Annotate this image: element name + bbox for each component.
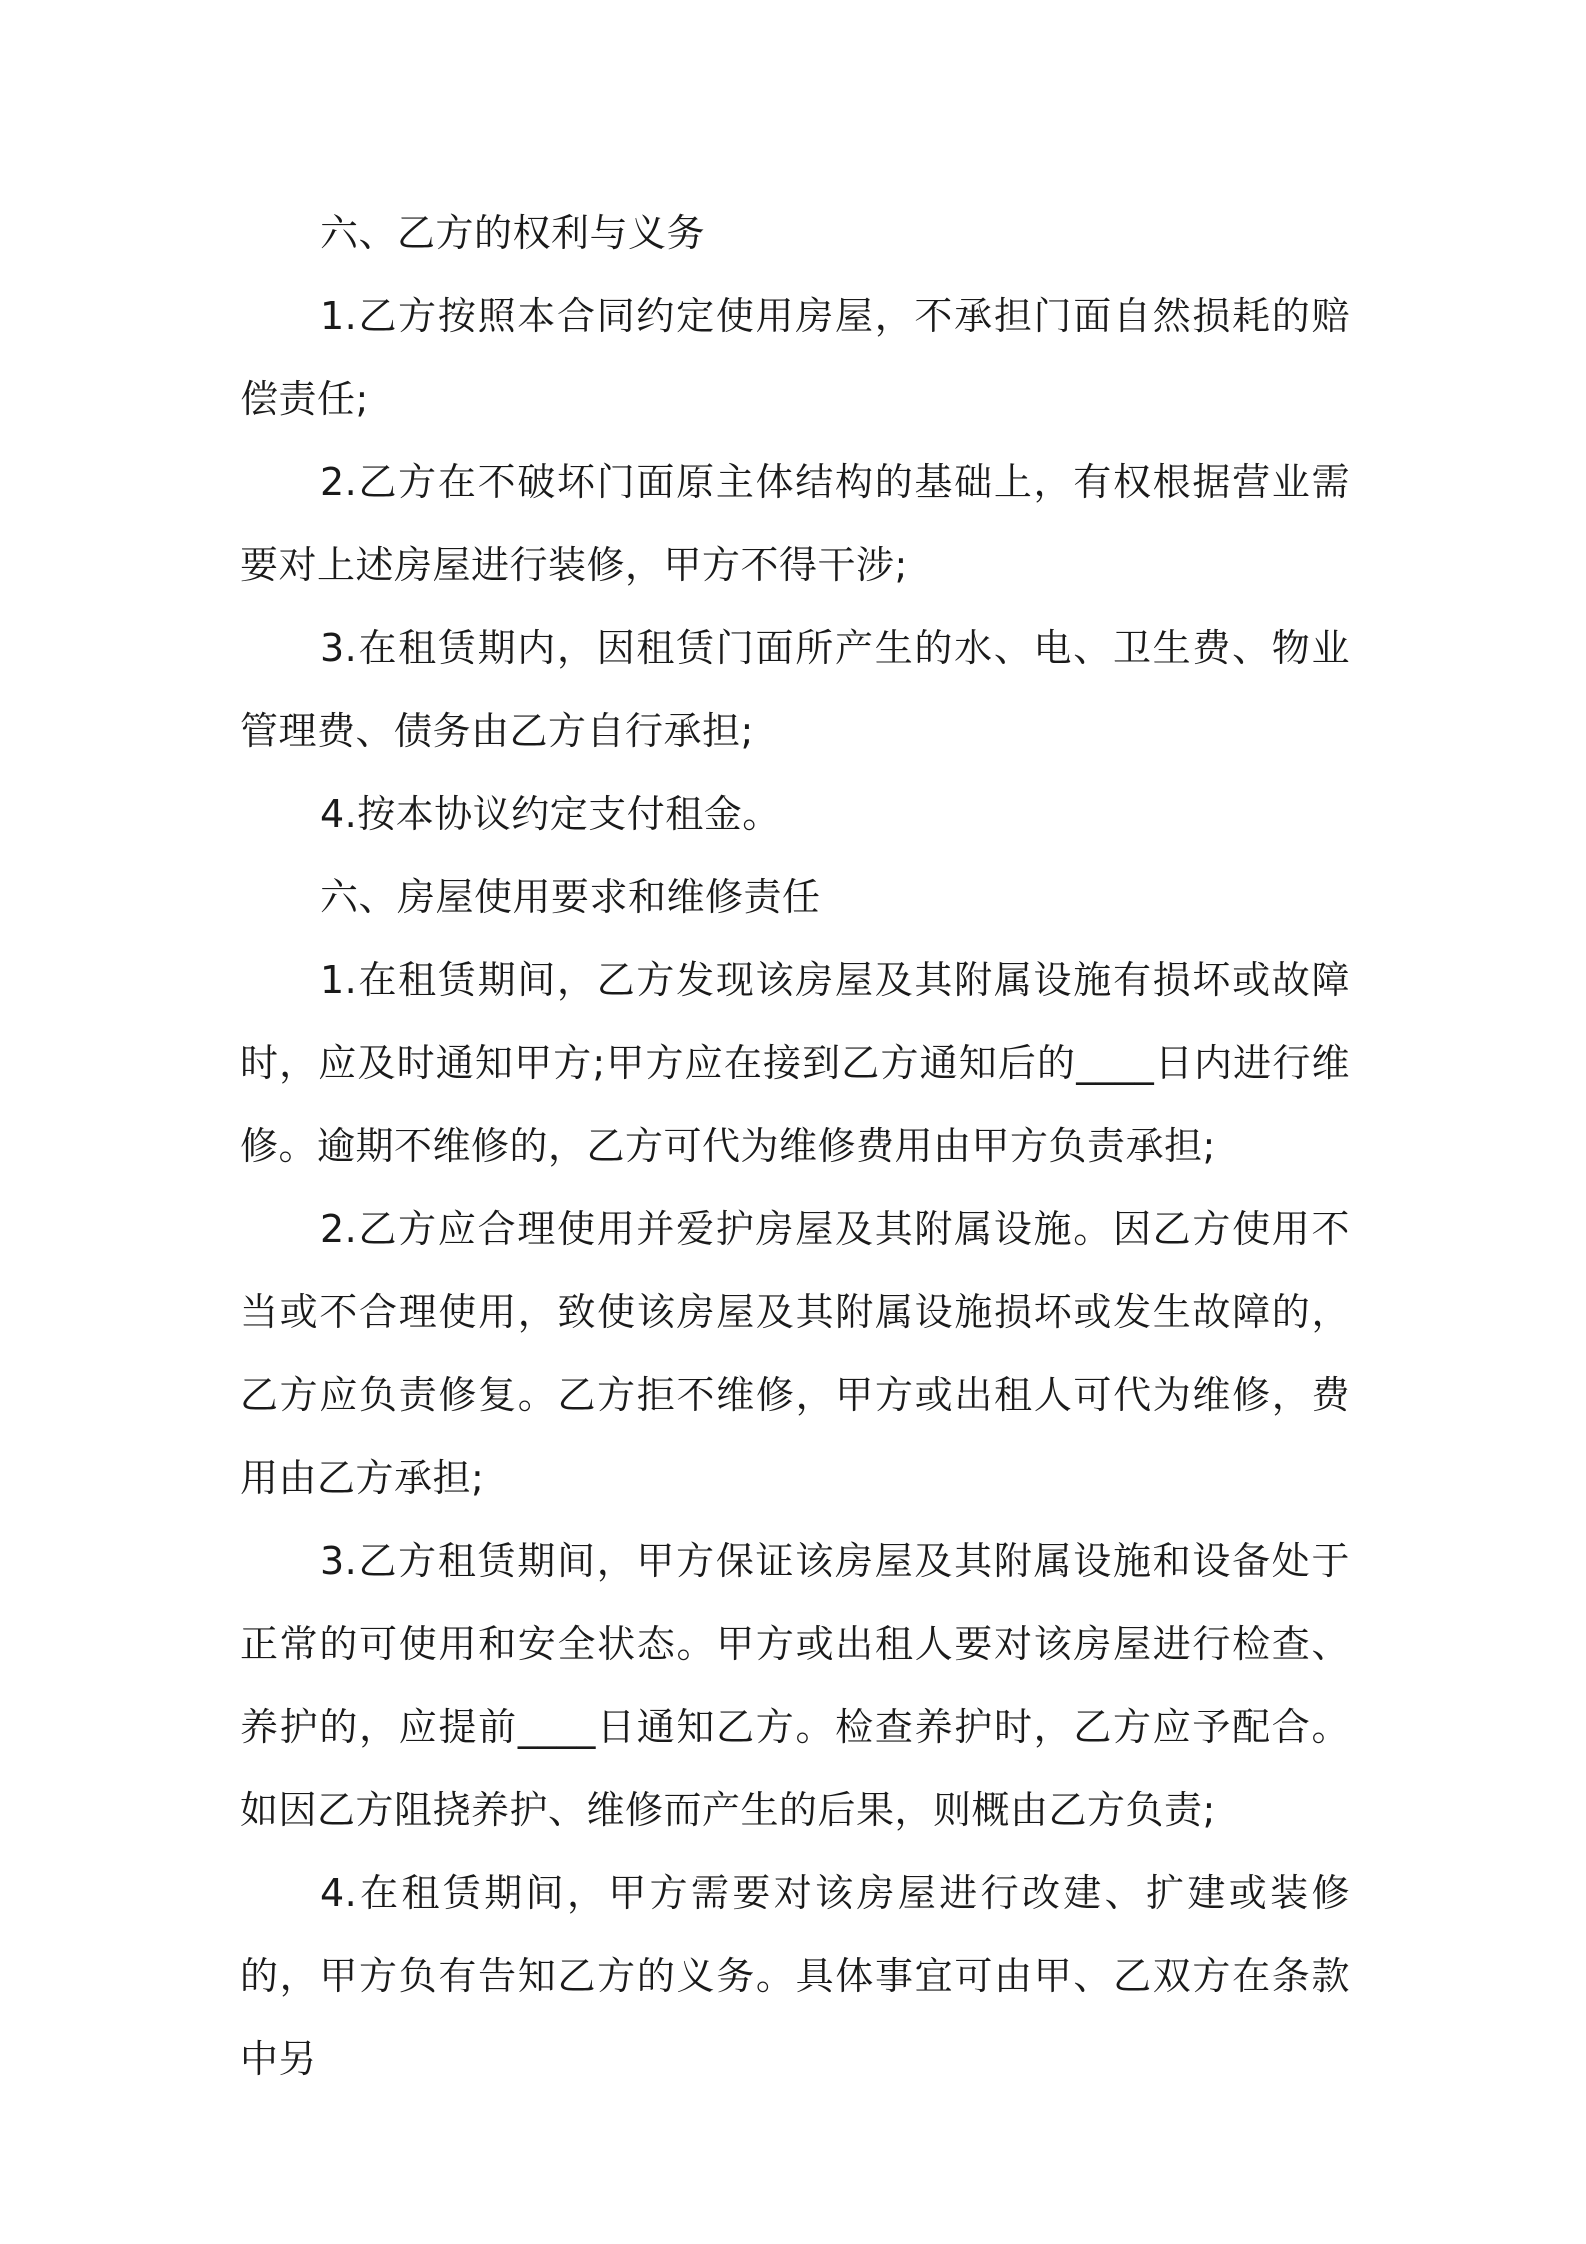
section-heading-rights: 六、乙方的权利与义务 (320, 211, 706, 255)
clause-1-4: 4.按本协议约定支付租金。 (320, 792, 781, 836)
clause-1-3: 3.在租赁期内，因租赁门面所产生的水、电、卫生费、物业管理费、债务由乙方自行承担; (240, 626, 1350, 753)
clause-2-1: 1.在租赁期间，乙方发现该房屋及其附属设施有损坏或故障时，应及时通知甲方;甲方应在接到乙方通知后的____日内进行维修。逾期不维修的，乙方可代为维修费用由甲方负责承担; (240, 958, 1350, 1168)
clause-2-4: 4.在租赁期间，甲方需要对该房屋进行改建、扩建或装修的，甲方负有告知乙方的义务。具体事宜可由甲、乙双方在条款中另 (240, 1871, 1350, 2081)
clause-1-1: 1.乙方按照本合同约定使用房屋，不承担门面自然损耗的赔偿责任; (240, 294, 1350, 421)
clause-1-2: 2.乙方在不破坏门面原主体结构的基础上，有权根据营业需要对上述房屋进行装修，甲方不得干涉; (240, 460, 1350, 587)
document-page (240, 192, 1350, 2101)
section-heading-maintenance: 六、房屋使用要求和维修责任 (320, 875, 821, 919)
clause-2-2: 2.乙方应合理使用并爱护房屋及其附属设施。因乙方使用不当或不合理使用，致使该房屋及其附属设施损坏或发生故障的，乙方应负责修复。乙方拒不维修，甲方或出租人可代为维修，费用由乙方承担; (240, 1207, 1350, 1500)
clause-2-3: 3.乙方租赁期间，甲方保证该房屋及其附属设施和设备处于正常的可使用和安全状态。甲方或出租人要对该房屋进行检查、养护的，应提前____日通知乙方。检查养护时，乙方应予配合。如因乙方阻挠养护、维修而产生的后果，则概由乙方负责; (240, 1539, 1350, 1832)
